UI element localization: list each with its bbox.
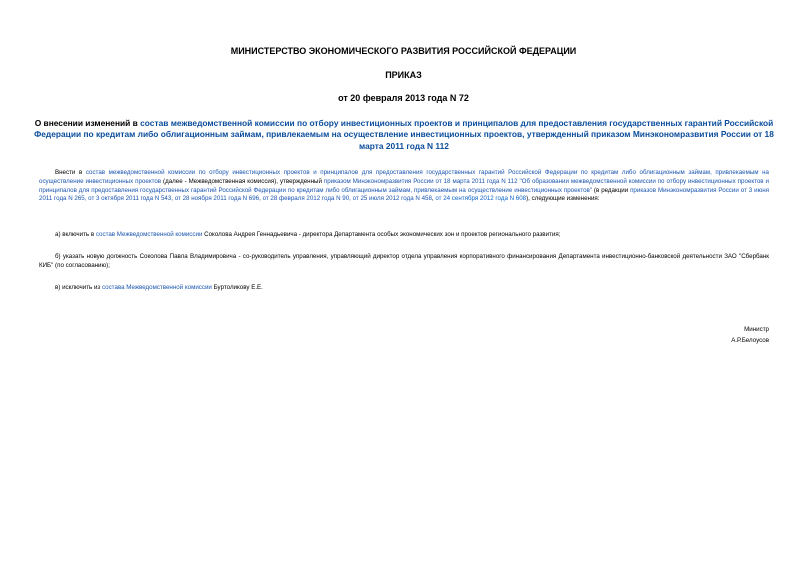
- intro-text-4: ,: [431, 195, 436, 203]
- item-c-link[interactable]: состава Межведомственной комиссии: [101, 284, 212, 291]
- item-a-link[interactable]: состав Межведомственной комиссии: [95, 231, 203, 238]
- signature-name: А.Р.Белоусов: [731, 337, 769, 344]
- order-608-link[interactable]: от 24 сентября 2012 года N 608: [435, 195, 527, 203]
- document-type: ПРИКАЗ: [385, 70, 422, 80]
- amending-orders-link[interactable]: приказов Минэкономразвития России от 3 июня 2011 года N 265, от 3 октября 2011 года N 543, от 28 ноября 2011 года N 696, от 28 февраля 2012 года N 90, от 25 июля 2012 года N 458: [39, 186, 769, 203]
- title-prefix: О внесении изменений в: [34, 118, 141, 128]
- intro-paragraph: [39, 169, 769, 204]
- signature-position: Министр: [744, 326, 769, 333]
- order-112-link[interactable]: приказом Минэкономразвития России от 18 марта 2011 года N 112 "Об образовании межведомственной комиссии по отбору инвестиционных проектов и принципалов для предоставления государственных гарантий Российской Федерации по кредитам либо облигационным займам, привлекаемым на осуществление инвестиционных проектов": [39, 177, 769, 194]
- item-a: [39, 231, 769, 240]
- document-title: [28, 118, 780, 152]
- item-a-text-1: а) включить в: [55, 231, 96, 238]
- item-a-text-2: Соколова Андрея Геннадьевича - директора Департамента особых экономических зон и проектов регионального развития;: [202, 231, 561, 238]
- intro-text-1: Внести в: [55, 169, 86, 176]
- intro-text-5: ), следующие изменения:: [526, 195, 600, 203]
- ministry-heading: МИНИСТЕРСТВО ЭКОНОМИЧЕСКОГО РАЗВИТИЯ РОССИЙСКОЙ ФЕДЕРАЦИИ: [230, 46, 577, 56]
- item-c-text-1: в) исключить из: [55, 284, 102, 291]
- item-b-text: б) указать новую должность Соколова Павла Владимировича - со-руководитель управления, управляющий директор отдела управления корпоративного финансирования Департамента инвестиционно-банковской деятельности ЗАО "Сбербанк КИБ" (по согласованию);: [39, 253, 769, 269]
- intro-text-2: (далее - Межведомственная комиссия), утвержденный: [161, 177, 324, 185]
- signature-block: [731, 324, 769, 346]
- document-date-number: от 20 февраля 2013 года N 72: [338, 93, 469, 103]
- commission-composition-link[interactable]: состав межведомственной комиссии по отбору инвестиционных проектов и принципалов для предоставления государственных гарантий Российской Федерации по кредитам либо облигационным займам, привлекаемым на осуществление инвестиционных проектов: [39, 169, 769, 185]
- item-b: [39, 253, 769, 271]
- title-link[interactable]: состав межведомственной комиссии по отбору инвестиционных проектов и принципалов для предоставления государственных гарантий Российской Федерации по кредитам либо облигационным займам, привлекаемым на осуществление инвестиционных проектов, утвержденный приказом Минэкономразвития России от 18 марта 2011 года N 112: [34, 118, 774, 151]
- intro-text-3: (в редакции: [592, 186, 631, 194]
- item-c: [39, 284, 769, 293]
- item-c-text-2: Буртоликову Е.Е.: [211, 284, 263, 291]
